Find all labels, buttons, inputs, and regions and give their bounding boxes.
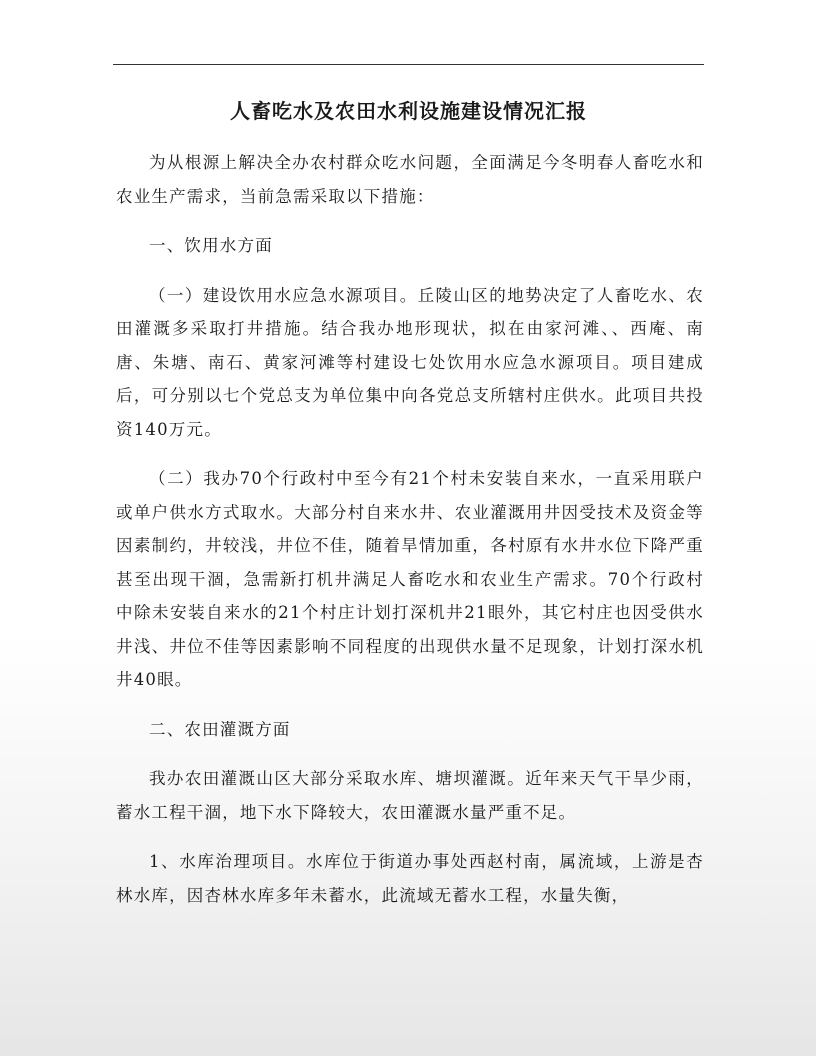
section-heading-irrigation: 二、农田灌溉方面 [149, 719, 291, 739]
section-heading-drinking-water: 一、饮用水方面 [149, 236, 273, 255]
paragraph-emergency-water-source: （一）建设饮用水应急水源项目。丘陵山区的地势决定了人畜吃水、农田灌溉多采取打井措施。结合我办地形现状，拟在由家河滩、、西庵、南唐、朱塘、南石、黄家河滩等村建设七处饮用水应急水源项目。项目建成后，可分别以七个党总支为单位集中向各党总支所辖村庄供水。此项目共投资140万元。 [116, 285, 704, 439]
document-body [116, 146, 704, 928]
paragraph-irrigation-status: 我办农田灌溉山区大部分采取水库、塘坝灌溉。近年来天气干旱少雨，蓄水工程干涸，地下水下降较大，农田灌溉水量严重不足。 [116, 769, 704, 822]
paragraph-reservoir-project: 1、水库治理项目。水库位于街道办事处西赵村南，属流域，上游是杏林水库，因杏林水库多年未蓄水，此流域无蓄水工程，水量失衡， [116, 852, 704, 905]
paragraph-deep-wells: （二）我办70个行政村中至今有21个村未安装自来水，一直采用联户或单户供水方式取水。大部分村自来水井、农业灌溉用井因受技术及资金等因素制约，井较浅，井位不佳，随着旱情加重，各村原有水井水位下降严重甚至出现干涸，急需新打机井满足人畜吃水和农业生产需求。70个行政村中除未安装自来水的21个村庄计划打深机井21眼外，其它村庄也因受供水井浅、井位不佳等因素影响不同程度的出现供水量不足现象，计划打深水机井40眼。 [116, 469, 704, 689]
paragraph-intro: 为从根源上解决全办农村群众吃水问题，全面满足今冬明春人畜吃水和农业生产需求，当前急需采取以下措施： [116, 153, 704, 206]
header-rule [113, 64, 704, 65]
document-title: 人畜吃水及农田水利设施建设情况汇报 [230, 99, 587, 123]
